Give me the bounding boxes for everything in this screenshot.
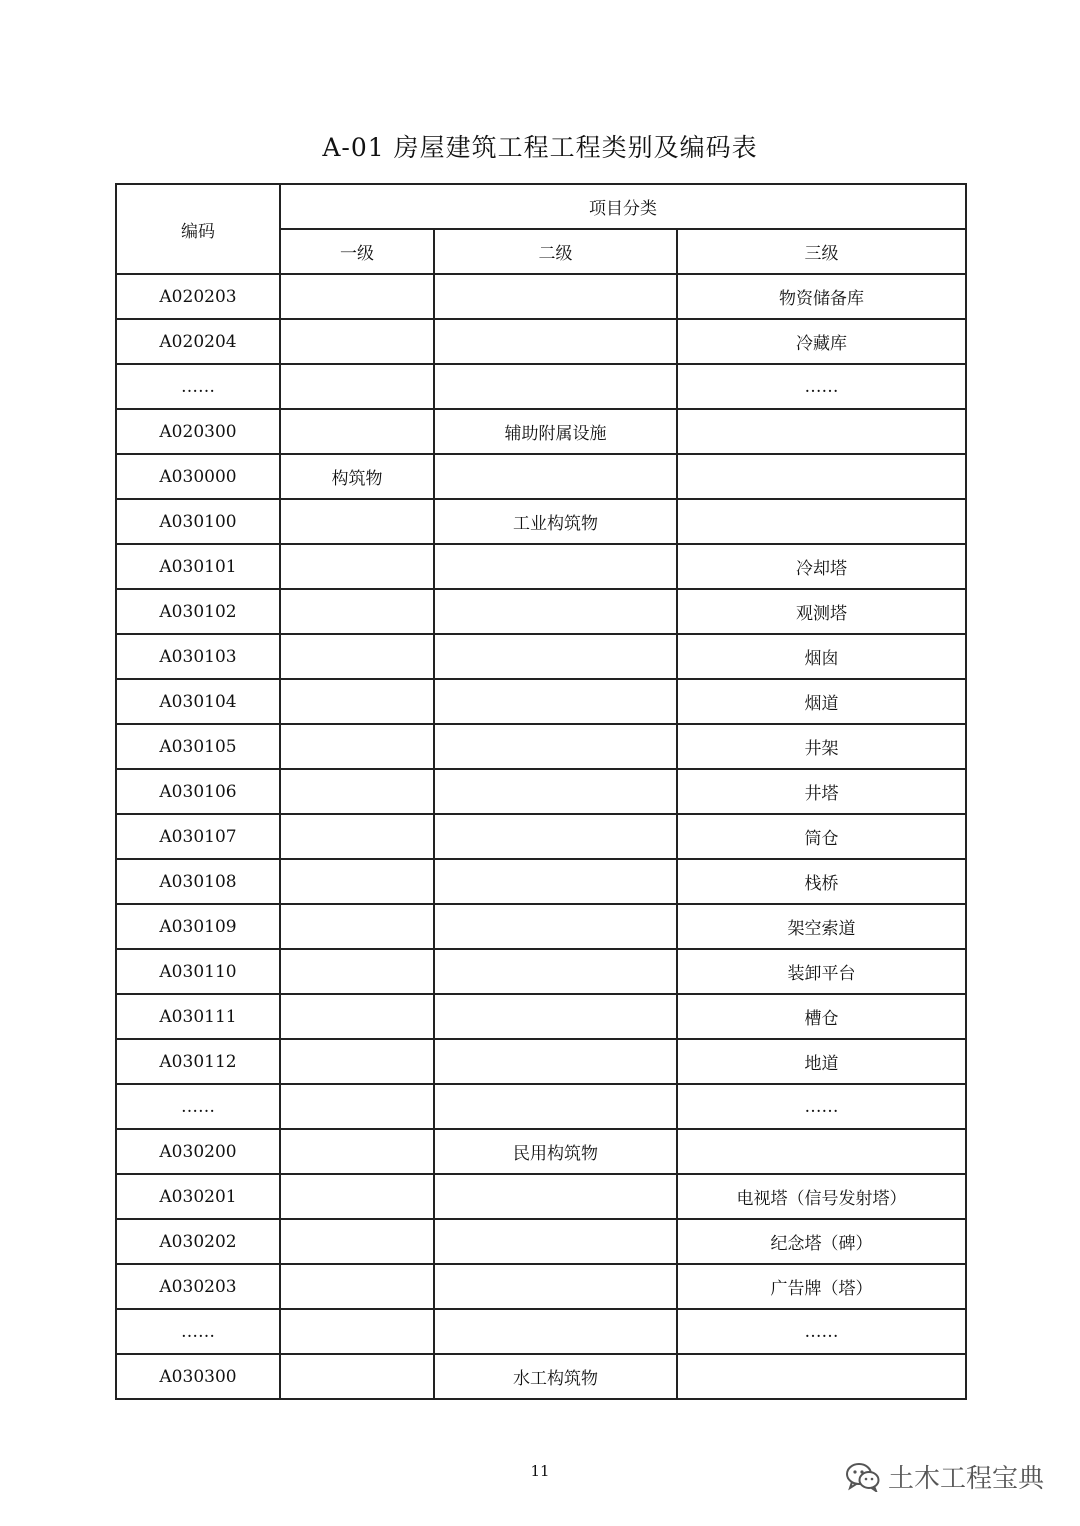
cell-level-1 (280, 319, 434, 364)
cell-code: A030111 (116, 994, 280, 1039)
table-header-row-1 (116, 184, 966, 229)
table-row (116, 364, 966, 409)
cell-level-2 (434, 724, 677, 769)
cell-code: …… (116, 364, 280, 409)
cell-level-1 (280, 544, 434, 589)
cell-level-3: 电视塔（信号发射塔） (677, 1174, 966, 1219)
cell-level-3: 烟道 (677, 679, 966, 724)
cell-level-3: 井塔 (677, 769, 966, 814)
cell-level-3 (677, 1129, 966, 1174)
table-row (116, 1174, 966, 1219)
table-row (116, 409, 966, 454)
cell-level-3: 纪念塔（碑） (677, 1219, 966, 1264)
cell-level-2 (434, 544, 677, 589)
cell-level-2 (434, 994, 677, 1039)
cell-code: A020300 (116, 409, 280, 454)
cell-level-3 (677, 454, 966, 499)
table-row (116, 634, 966, 679)
cell-code: A020203 (116, 274, 280, 319)
cell-level-1 (280, 859, 434, 904)
cell-level-1 (280, 1174, 434, 1219)
table-row (116, 544, 966, 589)
table-row (116, 319, 966, 364)
cell-level-3: 冷却塔 (677, 544, 966, 589)
cell-code: A030104 (116, 679, 280, 724)
cell-code: A030106 (116, 769, 280, 814)
cell-code: …… (116, 1084, 280, 1129)
cell-level-3: …… (677, 1084, 966, 1129)
table-row (116, 1309, 966, 1354)
cell-level-2: 辅助附属设施 (434, 409, 677, 454)
cell-level-1 (280, 274, 434, 319)
cell-level-2 (434, 1039, 677, 1084)
cell-level-1 (280, 814, 434, 859)
cell-code: A030100 (116, 499, 280, 544)
cell-level-2 (434, 1174, 677, 1219)
cell-level-2 (434, 634, 677, 679)
table-row (116, 1129, 966, 1174)
table-row (116, 769, 966, 814)
cell-code: A030105 (116, 724, 280, 769)
cell-level-2 (434, 589, 677, 634)
cell-level-3: …… (677, 1309, 966, 1354)
cell-code: A030102 (116, 589, 280, 634)
cell-code: A030202 (116, 1219, 280, 1264)
table-row (116, 1219, 966, 1264)
table-row (116, 1039, 966, 1084)
cell-level-1 (280, 994, 434, 1039)
cell-code: A030101 (116, 544, 280, 589)
table-row (116, 724, 966, 769)
cell-level-3 (677, 1354, 966, 1399)
cell-code: A030103 (116, 634, 280, 679)
cell-code: A020204 (116, 319, 280, 364)
table-row (116, 454, 966, 499)
table-row (116, 949, 966, 994)
table-row (116, 904, 966, 949)
table-row (116, 1084, 966, 1129)
cell-level-3: 井架 (677, 724, 966, 769)
cell-level-3: 栈桥 (677, 859, 966, 904)
header-classification: 项目分类 (280, 184, 966, 229)
cell-code: A030203 (116, 1264, 280, 1309)
watermark (846, 1458, 1044, 1495)
cell-level-3: 架空索道 (677, 904, 966, 949)
watermark-text: 土木工程宝典 (887, 1464, 1044, 1494)
cell-level-1 (280, 1129, 434, 1174)
table-row (116, 859, 966, 904)
cell-level-1 (280, 769, 434, 814)
cell-level-1 (280, 364, 434, 409)
cell-level-2: 民用构筑物 (434, 1129, 677, 1174)
cell-level-2 (434, 679, 677, 724)
page-number: 11 (530, 1462, 550, 1480)
cell-level-1: 构筑物 (280, 454, 434, 499)
cell-level-3 (677, 499, 966, 544)
cell-level-3: 冷藏库 (677, 319, 966, 364)
cell-level-2 (434, 1084, 677, 1129)
table-row (116, 814, 966, 859)
wechat-icon (846, 1462, 880, 1492)
cell-code: A030107 (116, 814, 280, 859)
cell-level-2 (434, 364, 677, 409)
header-level-1: 一级 (280, 229, 434, 274)
cell-level-1 (280, 589, 434, 634)
cell-level-2 (434, 1264, 677, 1309)
table-body (116, 274, 966, 1399)
page-title: A-01 房屋建筑工程工程类别及编码表 (322, 133, 758, 162)
cell-level-1 (280, 1219, 434, 1264)
cell-level-2 (434, 1309, 677, 1354)
cell-level-2 (434, 1219, 677, 1264)
cell-level-3: 观测塔 (677, 589, 966, 634)
cell-level-2 (434, 319, 677, 364)
cell-level-3: 地道 (677, 1039, 966, 1084)
cell-level-3: 装卸平台 (677, 949, 966, 994)
table-row (116, 274, 966, 319)
cell-code: A030108 (116, 859, 280, 904)
cell-level-3: 物资储备库 (677, 274, 966, 319)
cell-code: A030000 (116, 454, 280, 499)
code-table (115, 183, 967, 1400)
cell-level-1 (280, 634, 434, 679)
header-code: 编码 (116, 184, 280, 274)
cell-level-1 (280, 1354, 434, 1399)
cell-level-1 (280, 904, 434, 949)
cell-level-2: 水工构筑物 (434, 1354, 677, 1399)
table-row (116, 499, 966, 544)
cell-code: A030109 (116, 904, 280, 949)
cell-level-2 (434, 274, 677, 319)
table-row (116, 1354, 966, 1399)
cell-level-1 (280, 949, 434, 994)
cell-level-2 (434, 904, 677, 949)
cell-level-1 (280, 409, 434, 454)
cell-level-2 (434, 769, 677, 814)
cell-level-3: 槽仓 (677, 994, 966, 1039)
table-row (116, 589, 966, 634)
cell-level-1 (280, 724, 434, 769)
header-level-2: 二级 (434, 229, 677, 274)
cell-level-3 (677, 409, 966, 454)
cell-level-2: 工业构筑物 (434, 499, 677, 544)
cell-code: A030201 (116, 1174, 280, 1219)
cell-code: A030300 (116, 1354, 280, 1399)
cell-code: A030110 (116, 949, 280, 994)
cell-level-3: …… (677, 364, 966, 409)
table-row (116, 679, 966, 724)
cell-level-1 (280, 1309, 434, 1354)
cell-code: …… (116, 1309, 280, 1354)
cell-level-3: 筒仓 (677, 814, 966, 859)
cell-level-1 (280, 1084, 434, 1129)
cell-level-2 (434, 859, 677, 904)
cell-code: A030200 (116, 1129, 280, 1174)
cell-code: A030112 (116, 1039, 280, 1084)
cell-level-3: 广告牌（塔） (677, 1264, 966, 1309)
cell-level-1 (280, 499, 434, 544)
cell-level-1 (280, 1039, 434, 1084)
cell-level-1 (280, 679, 434, 724)
cell-level-1 (280, 1264, 434, 1309)
cell-level-3: 烟囱 (677, 634, 966, 679)
cell-level-2 (434, 454, 677, 499)
table-row (116, 994, 966, 1039)
cell-level-2 (434, 949, 677, 994)
header-level-3: 三级 (677, 229, 966, 274)
table-row (116, 1264, 966, 1309)
cell-level-2 (434, 814, 677, 859)
